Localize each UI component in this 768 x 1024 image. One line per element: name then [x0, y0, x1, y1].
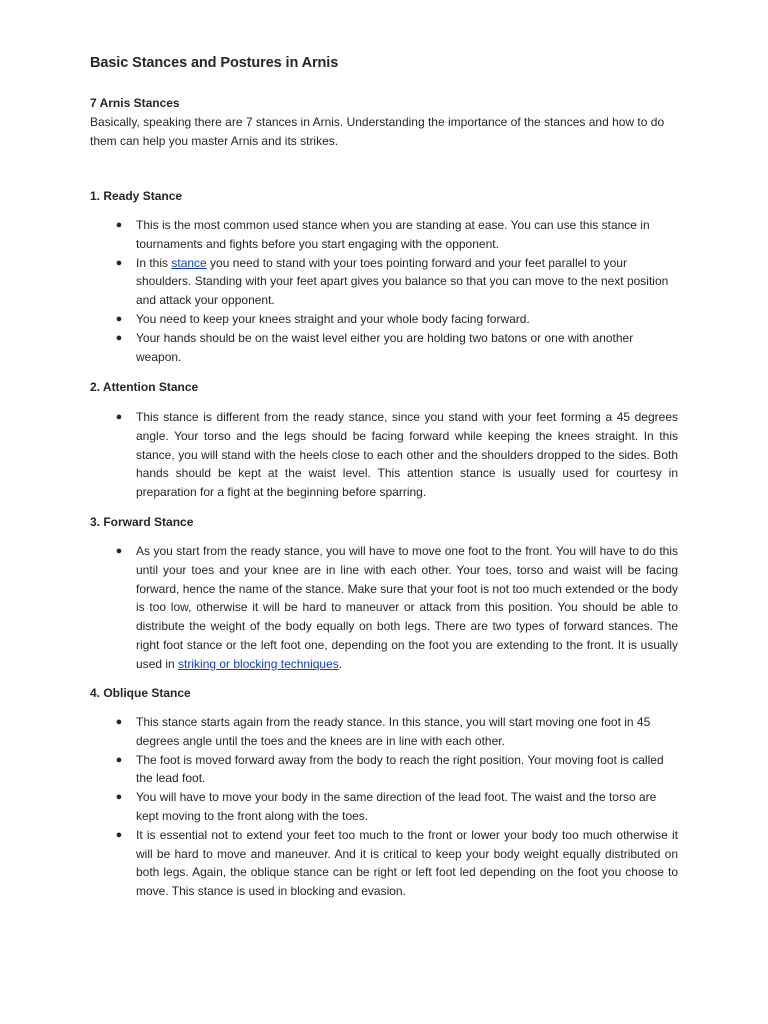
list-item: ● You need to keep your knees straight and your whole body facing forward. [90, 310, 678, 329]
list-item: ● This stance starts again from the ready stance. In this stance, you will start moving one foot in 45 degrees angle until the toes and the knees are in line with each other. [115, 715, 651, 748]
oblique-stance-bullets [90, 713, 678, 901]
bullet-dot-icon: ● [115, 791, 123, 804]
bullet-dot-icon: ● [115, 716, 123, 728]
intro-text: Basically, speaking there are 7 stances in Arnis. Understanding the importance of the stances and how to do them can help you master Arnis and its strikes. [90, 115, 665, 148]
bullet-dot-icon: ● [115, 545, 123, 557]
list-item: ● As you start from the ready stance, you will have to move one foot to the front. You will have to do this until your toes and your knee are in line with each other. Your toes, torso and waist will be facing forward, hence the name of the stance. Make sure that your foot is not too much extended or the body is too low, otherwise it will be hard to maneuver or attack from this position. You should be able to distribute the weight of the body equally on both legs. There are two types of forward stances. The right foot stance or the left foot one, depending on the foot you are extending to the front. It is usually used in striking or blocking techniques. [115, 544, 678, 671]
bullet-dot-icon: ● [115, 753, 123, 766]
list-item: ● In this stance you need to stand with your toes pointing forward and your feet parallel to your shoulders. Standing with your feet apart gives you balance so that you can move to the next position and attack your opponent. [115, 255, 669, 308]
list-item: ● Your hands should be on the waist level either you are holding two batons or one with another weapon. [115, 330, 634, 364]
bullet-dot-icon: ● [115, 411, 123, 423]
bullet-dot-icon: ● [115, 256, 123, 269]
intro-heading: 7 Arnis Stances [90, 96, 180, 110]
list-item: ● This stance is different from the ready stance, since you stand with your feet forming a 45 degrees angle. Your torso and the legs should be facing forward while keeping the knees straight. In this stance, you will stand with the heels close to each other and the shoulders dropped to the sides. Both hands should be kept at the waist level. This attention stance is usually used for courtesy in preparation for a fight at the beginning before sparring. [115, 410, 678, 500]
list-item: ● The foot is moved forward away from the body to reach the right position. Your moving foot is called the lead foot. [115, 752, 664, 786]
document-title: Basic Stances and Postures in Arnis [90, 55, 339, 71]
ready-stance-bullets [90, 216, 678, 366]
section-title-attention-stance: 2. Attention Stance [90, 380, 199, 394]
stance-link[interactable]: stance [171, 255, 207, 270]
bullet-dot-icon: ● [115, 828, 123, 841]
attention-stance-bullets [90, 408, 678, 502]
intro-block [90, 94, 678, 151]
list-item: ● You will have to move your body in the same direction of the lead foot. The waist and the torso are kept moving to the front along with the toes. [115, 790, 657, 823]
section-title-ready-stance: 1. Ready Stance [90, 189, 183, 203]
bullet-dot-icon: ● [115, 331, 123, 344]
striking-blocking-techniques-link[interactable]: striking or blocking techniques [178, 656, 339, 671]
section-title-forward-stance: 3. Forward Stance [90, 515, 194, 529]
list-item: ● It is essential not to extend your feet too much to the front or lower your body too much otherwise it will be hard to move and maneuver. And it is critical to keep your body weight equally distributed on both legs. Again, the oblique stance can be right or left foot led depending on the foot you choose to move. This stance is used in blocking and evasion. [115, 827, 678, 899]
bullet-dot-icon: ● [115, 219, 123, 231]
section-title-oblique-stance: 4. Oblique Stance [90, 686, 191, 700]
bullet-dot-icon: ● [115, 312, 123, 325]
list-item: ● This is the most common used stance when you are standing at ease. You can use this stance in tournaments and fights before you start engaging with the opponent. [115, 218, 650, 251]
forward-stance-bullets [90, 542, 678, 674]
